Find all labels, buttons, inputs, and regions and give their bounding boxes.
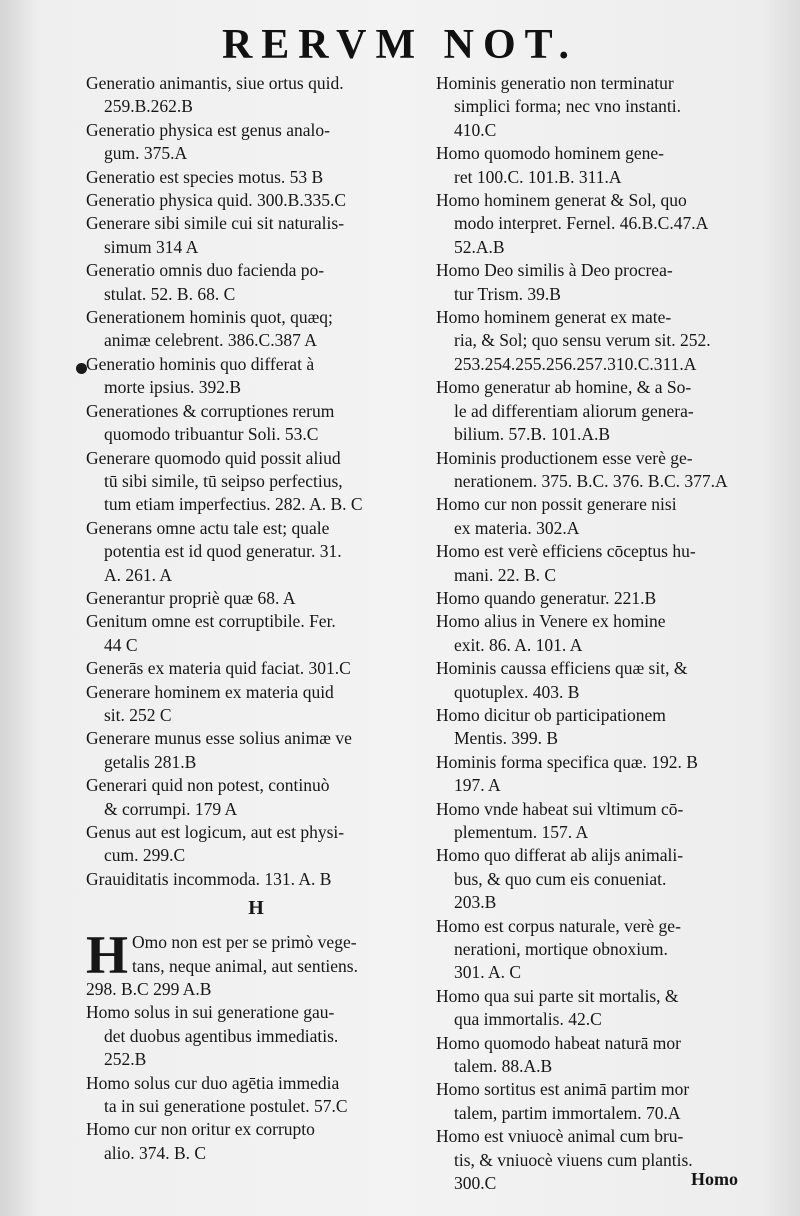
index-entry <box>86 189 426 212</box>
entry-line: tur Trism. 39.B <box>454 283 561 304</box>
entry-line: Generatio est species motus. 53 B <box>86 166 324 187</box>
index-entry <box>86 517 426 587</box>
entry-line: modo interpret. Fernel. 46.B.C.47.A <box>454 213 709 234</box>
index-entry <box>436 447 766 494</box>
entry-line: Generatio physica est genus analo- <box>86 119 330 140</box>
entry-line: Generare sibi simile cui sit naturalis- <box>86 213 345 234</box>
entry-line: alio. 374. B. C <box>104 1142 207 1163</box>
entry-line: morte ipsius. 392.B <box>104 377 242 398</box>
index-entry <box>86 212 426 259</box>
entry-line: 253.254.255.256.257.310.C.311.A <box>454 353 697 374</box>
entry-line: Homo quando generatur. 221.B <box>436 587 657 608</box>
entry-line: Generantur propriè quæ 68. A <box>86 587 296 608</box>
index-entry <box>436 540 766 587</box>
index-entry <box>436 306 766 376</box>
index-entry <box>86 868 426 891</box>
index-entry <box>86 1001 426 1071</box>
entry-line: Hominis forma specifica quæ. 192. B <box>436 751 698 772</box>
entry-line: Homo generatur ab homine, & a So- <box>436 377 692 398</box>
entry-line: bilium. 57.B. 101.A.B <box>454 424 611 445</box>
entry-line: Homo cur non possit generare nisi <box>436 494 677 515</box>
index-entry <box>436 915 766 985</box>
entry-line: Homo solus cur duo agētia immedia <box>86 1072 340 1093</box>
entry-line: nerationi, mortique obnoxium. <box>454 939 668 960</box>
entry-line: Homo est corpus naturale, verè ge- <box>436 915 681 936</box>
entry-line: plementum. 157. A <box>454 822 589 842</box>
index-entry <box>436 587 766 610</box>
entry-line: 252.B <box>104 1049 147 1070</box>
index-entry <box>436 610 766 657</box>
entry-line: cum. 299.C <box>104 845 186 866</box>
entry-line: le ad differentiam aliorum genera- <box>454 400 694 421</box>
index-entry <box>436 189 766 259</box>
entry-line: Hominis caussa efficiens quæ sit, & <box>436 658 688 679</box>
index-entry <box>86 72 426 119</box>
index-entry <box>86 1118 426 1165</box>
entry-line: mani. 22. B. C <box>454 564 557 585</box>
index-entry-dropcap <box>86 925 426 1001</box>
entry-line: Homo quo differat ab alijs animali- <box>436 845 684 866</box>
entry-line: Generationem hominis quot, quæq; <box>86 307 333 328</box>
index-entry <box>86 353 426 400</box>
entry-line: 52.A.B <box>454 236 505 257</box>
entry-line: ex materia. 302.A <box>454 517 580 538</box>
entry-line: Homo est vniuocè animal cum bru- <box>436 1126 684 1147</box>
entry-line: Mentis. 399. B <box>454 728 559 749</box>
entry-line: Homo qua sui parte sit mortalis, & <box>436 985 679 1006</box>
entry-line: Homo solus in sui generatione gau- <box>86 1002 335 1023</box>
index-entry <box>86 821 426 868</box>
index-column-left <box>86 72 426 1165</box>
entry-line: 197. A <box>454 775 501 796</box>
index-entry <box>86 447 426 517</box>
entry-line: Generari quid non potest, continuò <box>86 775 330 796</box>
entry-line: Homo sortitus est animā partim mor <box>436 1079 690 1100</box>
index-entry <box>86 681 426 728</box>
index-entry <box>436 985 766 1032</box>
entry-line: 203.B <box>454 892 497 913</box>
entry-line: bus, & quo cum eis conueniat. <box>454 868 667 889</box>
entry-line: quomodo tribuantur Soli. 53.C <box>104 424 319 445</box>
entry-line: ria, & Sol; quo sensu verum sit. 252. <box>454 330 711 351</box>
entry-line: getalis 281.B <box>104 751 197 772</box>
entry-line: talem. 88.A.B <box>454 1056 553 1077</box>
entry-line: exit. 86. A. 101. A <box>454 634 583 655</box>
entry-line: Generare munus esse solius animæ ve <box>86 728 352 749</box>
entry-line: Generans omne actu tale est; quale <box>86 517 330 538</box>
entry-line: simplici forma; nec vno instanti. <box>454 96 681 117</box>
entry-line: tū sibi simile, tū seipso perfectius, <box>104 470 343 491</box>
entry-line: Homo dicitur ob participationem <box>436 704 666 725</box>
index-entry <box>436 1032 766 1079</box>
entry-line: Genitum omne est corruptibile. Fer. <box>86 611 336 632</box>
entry-line: det duobus agentibus immediatis. <box>104 1025 339 1046</box>
entry-line: 259.B.262.B <box>104 96 193 117</box>
index-entry <box>436 657 766 704</box>
index-entry <box>436 493 766 540</box>
entry-line: Generatio omnis duo facienda po- <box>86 260 325 281</box>
entry-line: potentia est id quod generatur. 31. <box>104 541 342 562</box>
index-entry <box>436 142 766 189</box>
index-column-right <box>436 72 766 1196</box>
entry-line: Grauiditatis incommoda. 131. A. B <box>86 868 332 889</box>
running-header: RERVM NOT. <box>221 22 579 68</box>
index-entry <box>86 774 426 821</box>
entry-line: Generare hominem ex materia quid <box>86 681 334 702</box>
entry-line: Homo hominem generat ex mate- <box>436 307 672 328</box>
entry-line: Homo hominem generat & Sol, quo <box>436 190 687 211</box>
entry-line: Generationes & corruptiones rerum <box>86 400 335 421</box>
entry-line: A. 261. A <box>104 564 173 585</box>
entry-line: ta in sui generatione postulet. 57.C <box>104 1096 348 1117</box>
entry-line: Hominis generatio non terminatur <box>436 73 674 93</box>
entry-line: Hominis productionem esse verè ge- <box>436 447 693 468</box>
entry-line: Generatio physica quid. 300.B.335.C <box>86 190 347 211</box>
index-entry <box>436 72 766 142</box>
index-entry <box>86 610 426 657</box>
index-entry <box>436 1078 766 1125</box>
entry-line: gum. 375.A <box>104 143 188 164</box>
entry-line: Homo est verè efficiens cōceptus hu- <box>436 541 696 562</box>
entry-line: simum 314 A <box>104 236 199 257</box>
index-entry <box>436 376 766 446</box>
index-entry <box>86 400 426 447</box>
entry-line: Homo alius in Venere ex homine <box>436 611 666 632</box>
index-entry <box>86 259 426 306</box>
entry-line: 410.C <box>454 119 497 140</box>
entry-line: & corrumpi. 179 A <box>104 798 238 819</box>
index-entry <box>436 704 766 751</box>
entry-line: tans, neque animal, aut sentiens. <box>132 955 358 976</box>
entry-line: Generatio animantis, siue ortus quid. <box>86 73 344 93</box>
entry-line: 44 C <box>104 634 138 655</box>
drop-capital: H <box>86 925 129 986</box>
catchword: Homo <box>691 1169 738 1189</box>
entry-line: 301. A. C <box>454 962 522 983</box>
section-letter-heading: H <box>248 897 264 920</box>
index-entry <box>86 306 426 353</box>
index-entry <box>436 259 766 306</box>
entry-line: Generare quomodo quid possit aliud <box>86 447 341 468</box>
entry-line: quotuplex. 403. B <box>454 681 580 702</box>
index-entry <box>86 657 426 680</box>
entry-line: ret 100.C. 101.B. 311.A <box>454 166 622 187</box>
entry-line: talem, partim immortalem. 70.A <box>454 1102 681 1123</box>
entry-line: Genus aut est logicum, aut est physi- <box>86 822 345 842</box>
entry-line: animæ celebrent. 386.C.387 A <box>104 330 317 351</box>
entry-line: stulat. 52. B. 68. C <box>104 283 236 304</box>
entry-line: Generās ex materia quid faciat. 301.C <box>86 658 351 679</box>
index-entry <box>436 798 766 845</box>
entry-line: Homo cur non oritur ex corrupto <box>86 1119 315 1140</box>
entry-line: qua immortalis. 42.C <box>454 1009 602 1030</box>
entry-line: 298. B.C 299 A.B <box>86 979 212 1000</box>
index-entry <box>86 119 426 166</box>
index-entry <box>86 587 426 610</box>
index-entry <box>86 166 426 189</box>
index-entry <box>436 844 766 914</box>
entry-line: tis, & vniuocè viuens cum plantis. <box>454 1149 693 1170</box>
entry-line: Generatio hominis quo differat à <box>86 353 315 374</box>
index-entry <box>86 1072 426 1119</box>
entry-line: sit. 252 C <box>104 704 172 725</box>
entry-line: Omo non est per se primò vege- <box>132 932 357 953</box>
index-entry <box>86 727 426 774</box>
entry-line: Homo vnde habeat sui vltimum cō- <box>436 798 684 819</box>
entry-line: Homo quomodo habeat naturā mor <box>436 1032 681 1053</box>
index-entry <box>436 751 766 798</box>
entry-line: 300.C <box>454 1173 497 1194</box>
entry-line: Homo Deo similis à Deo procrea- <box>436 260 673 281</box>
entry-line: nerationem. 375. B.C. 376. B.C. 377.A <box>454 470 728 491</box>
entry-line: Homo quomodo hominem gene- <box>436 143 664 164</box>
entry-line: tum etiam imperfectius. 282. A. B. C <box>104 494 363 515</box>
